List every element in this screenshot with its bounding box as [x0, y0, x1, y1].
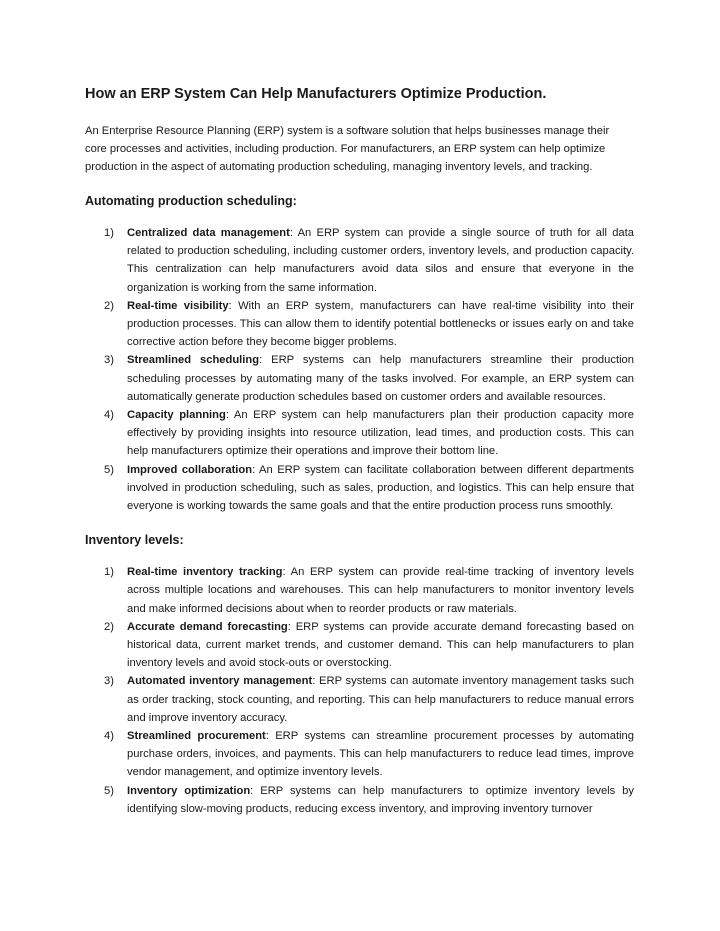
list-number: 1): [104, 227, 114, 239]
list-text: : An ERP system can provide a single source of truth for all data related to production scheduling, including customer orders, inventory levels, and production capacity. This centralization can help manufacturers avoid data silos and ensure that everyone in the organization is working from the same information.: [127, 227, 634, 294]
list-number: 4): [104, 730, 114, 743]
list-text: : An ERP system can facilitate collaboration between different departments involved in production scheduling, such as sales, production, and logistics. This can help ensure that everyone is working towards the same goals and that the entire production process runs smoothly.: [127, 463, 634, 513]
section-heading-inventory: Inventory levels:: [85, 533, 184, 548]
list-text: : An ERP system can provide real-time tracking of inventory levels across multiple locations and warehouses. This can help manufacturers to monitor inventory levels and make informed decisions about when to reorder products or raw materials.: [127, 566, 635, 615]
list-term: Accurate demand forecasting: [127, 620, 288, 633]
list-number: 2): [104, 620, 114, 633]
list-number: 3): [104, 675, 114, 688]
list-number: 1): [104, 566, 114, 579]
list-item: [85, 406, 634, 461]
list-term: Automated inventory management: [127, 675, 313, 688]
list-item: [85, 224, 634, 297]
list-term: Streamlined scheduling: [127, 354, 260, 367]
list-number: 5): [104, 463, 114, 476]
page-title: How an ERP System Can Help Manufacturers Optimize Production.: [85, 86, 547, 102]
list-item: [85, 351, 634, 406]
list-term: Centralized data management: [127, 227, 290, 239]
list-text: : An ERP system can help manufacturers plan their production capacity more effectively by providing insights into resource utilization, lead times, and production costs. This can help manufacturers optimize their operations and improve their bottom line.: [127, 409, 634, 458]
list-term: Real-time inventory tracking: [127, 566, 283, 579]
list-item: [85, 782, 634, 818]
list-item: [85, 672, 634, 727]
list-text: : ERP systems can provide accurate demand forecasting based on historical data, current market trends, and customer demand. This can help manufacturers to plan inventory levels and avoid stock-outs or overstocking.: [127, 620, 634, 670]
list-term: Streamlined procurement: [127, 730, 266, 743]
list-number: 2): [104, 299, 114, 312]
list-text: : ERP systems can help manufacturers to optimize inventory levels by identifying slow-moving products, reducing excess inventory, and improving inventory turnover: [127, 784, 634, 815]
list-item: [85, 563, 634, 618]
list-item: [85, 618, 634, 673]
list-item: [85, 727, 634, 782]
list-item: [85, 297, 634, 352]
list-term: Real-time visibility: [127, 299, 229, 312]
list-number: 4): [104, 409, 114, 422]
list-text: : With an ERP system, manufacturers can have real-time visibility into their production processes. This can allow them to identify potential bottlenecks or issues early on and take corrective action before they become bigger problems.: [127, 299, 634, 349]
list-text: : ERP systems can automate inventory management tasks such as order tracking, stock counting, and reporting. This can help manufacturers to reduce manual errors and improve inventory accuracy.: [127, 675, 634, 724]
list-number: 3): [104, 354, 114, 367]
section-heading-scheduling: Automating production scheduling:: [85, 194, 297, 208]
list-term: Inventory optimization: [127, 784, 251, 797]
intro-paragraph: An Enterprise Resource Planning (ERP) system is a software solution that helps businesses manage their core processes and activities, including production. For manufacturers, an ERP system can help optimize production in the aspect of automating production scheduling, managing inventory levels, and tracking.: [85, 125, 610, 173]
list-term: Improved collaboration: [127, 463, 253, 476]
inventory-list: [85, 563, 634, 818]
list-text: : ERP systems can streamline procurement processes by automating purchase orders, invoices, and payments. This can help manufacturers to reduce lead times, improve vendor management, and optimize inventory levels.: [127, 730, 635, 779]
list-item: [85, 461, 634, 516]
list-number: 5): [104, 784, 114, 797]
scheduling-list: [85, 224, 634, 515]
list-text: : ERP systems can help manufacturers streamline their production scheduling processes by automating many of the tasks involved. For example, an ERP system can automatically generate production schedules based on customer orders and available resources.: [127, 354, 635, 403]
list-term: Capacity planning: [127, 409, 226, 422]
